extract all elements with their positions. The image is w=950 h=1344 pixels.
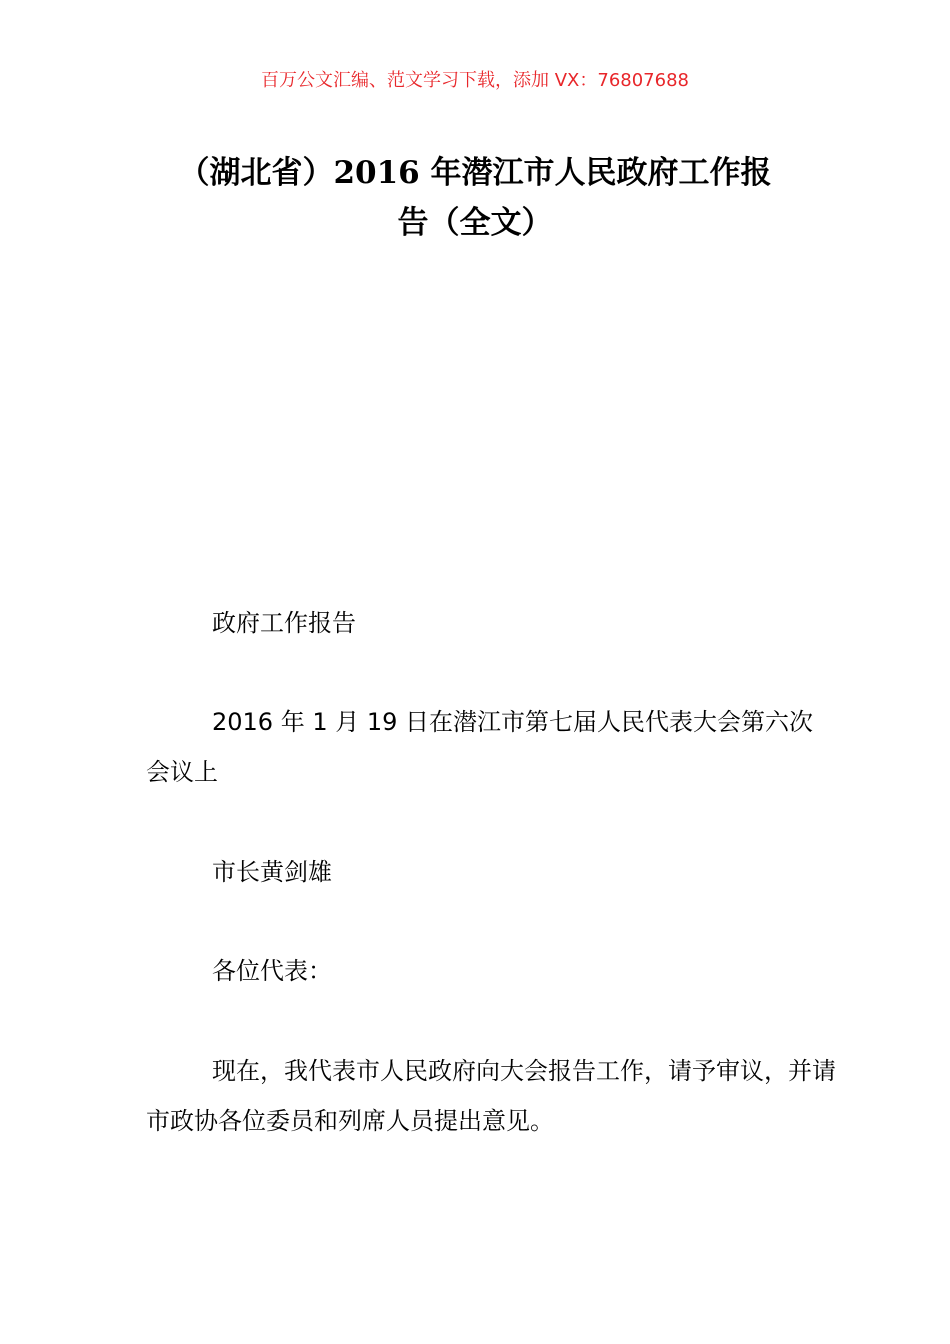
document-title [120,148,830,248]
header-banner: 百万公文汇编、范文学习下载，添加 VX：76807688 [261,70,689,91]
speaker-line: 市长黄剑雄 [212,858,332,886]
opening-paragraph: 现在，我代表市人民政府向大会报告工作，请予审议，并请市政协各位委员和列席人员提出意见。 [146,1057,836,1135]
meeting-date-line: 2016 年 1 月 19 日在潜江市第七届人民代表大会第六次会议上 [146,708,814,786]
salutation: 各位代表： [212,957,332,985]
report-heading: 政府工作报告 [212,609,356,637]
title-line-2: 告（全文） [397,205,553,241]
title-line-1: （湖北省）2016 年潜江市人民政府工作报 [178,155,772,191]
